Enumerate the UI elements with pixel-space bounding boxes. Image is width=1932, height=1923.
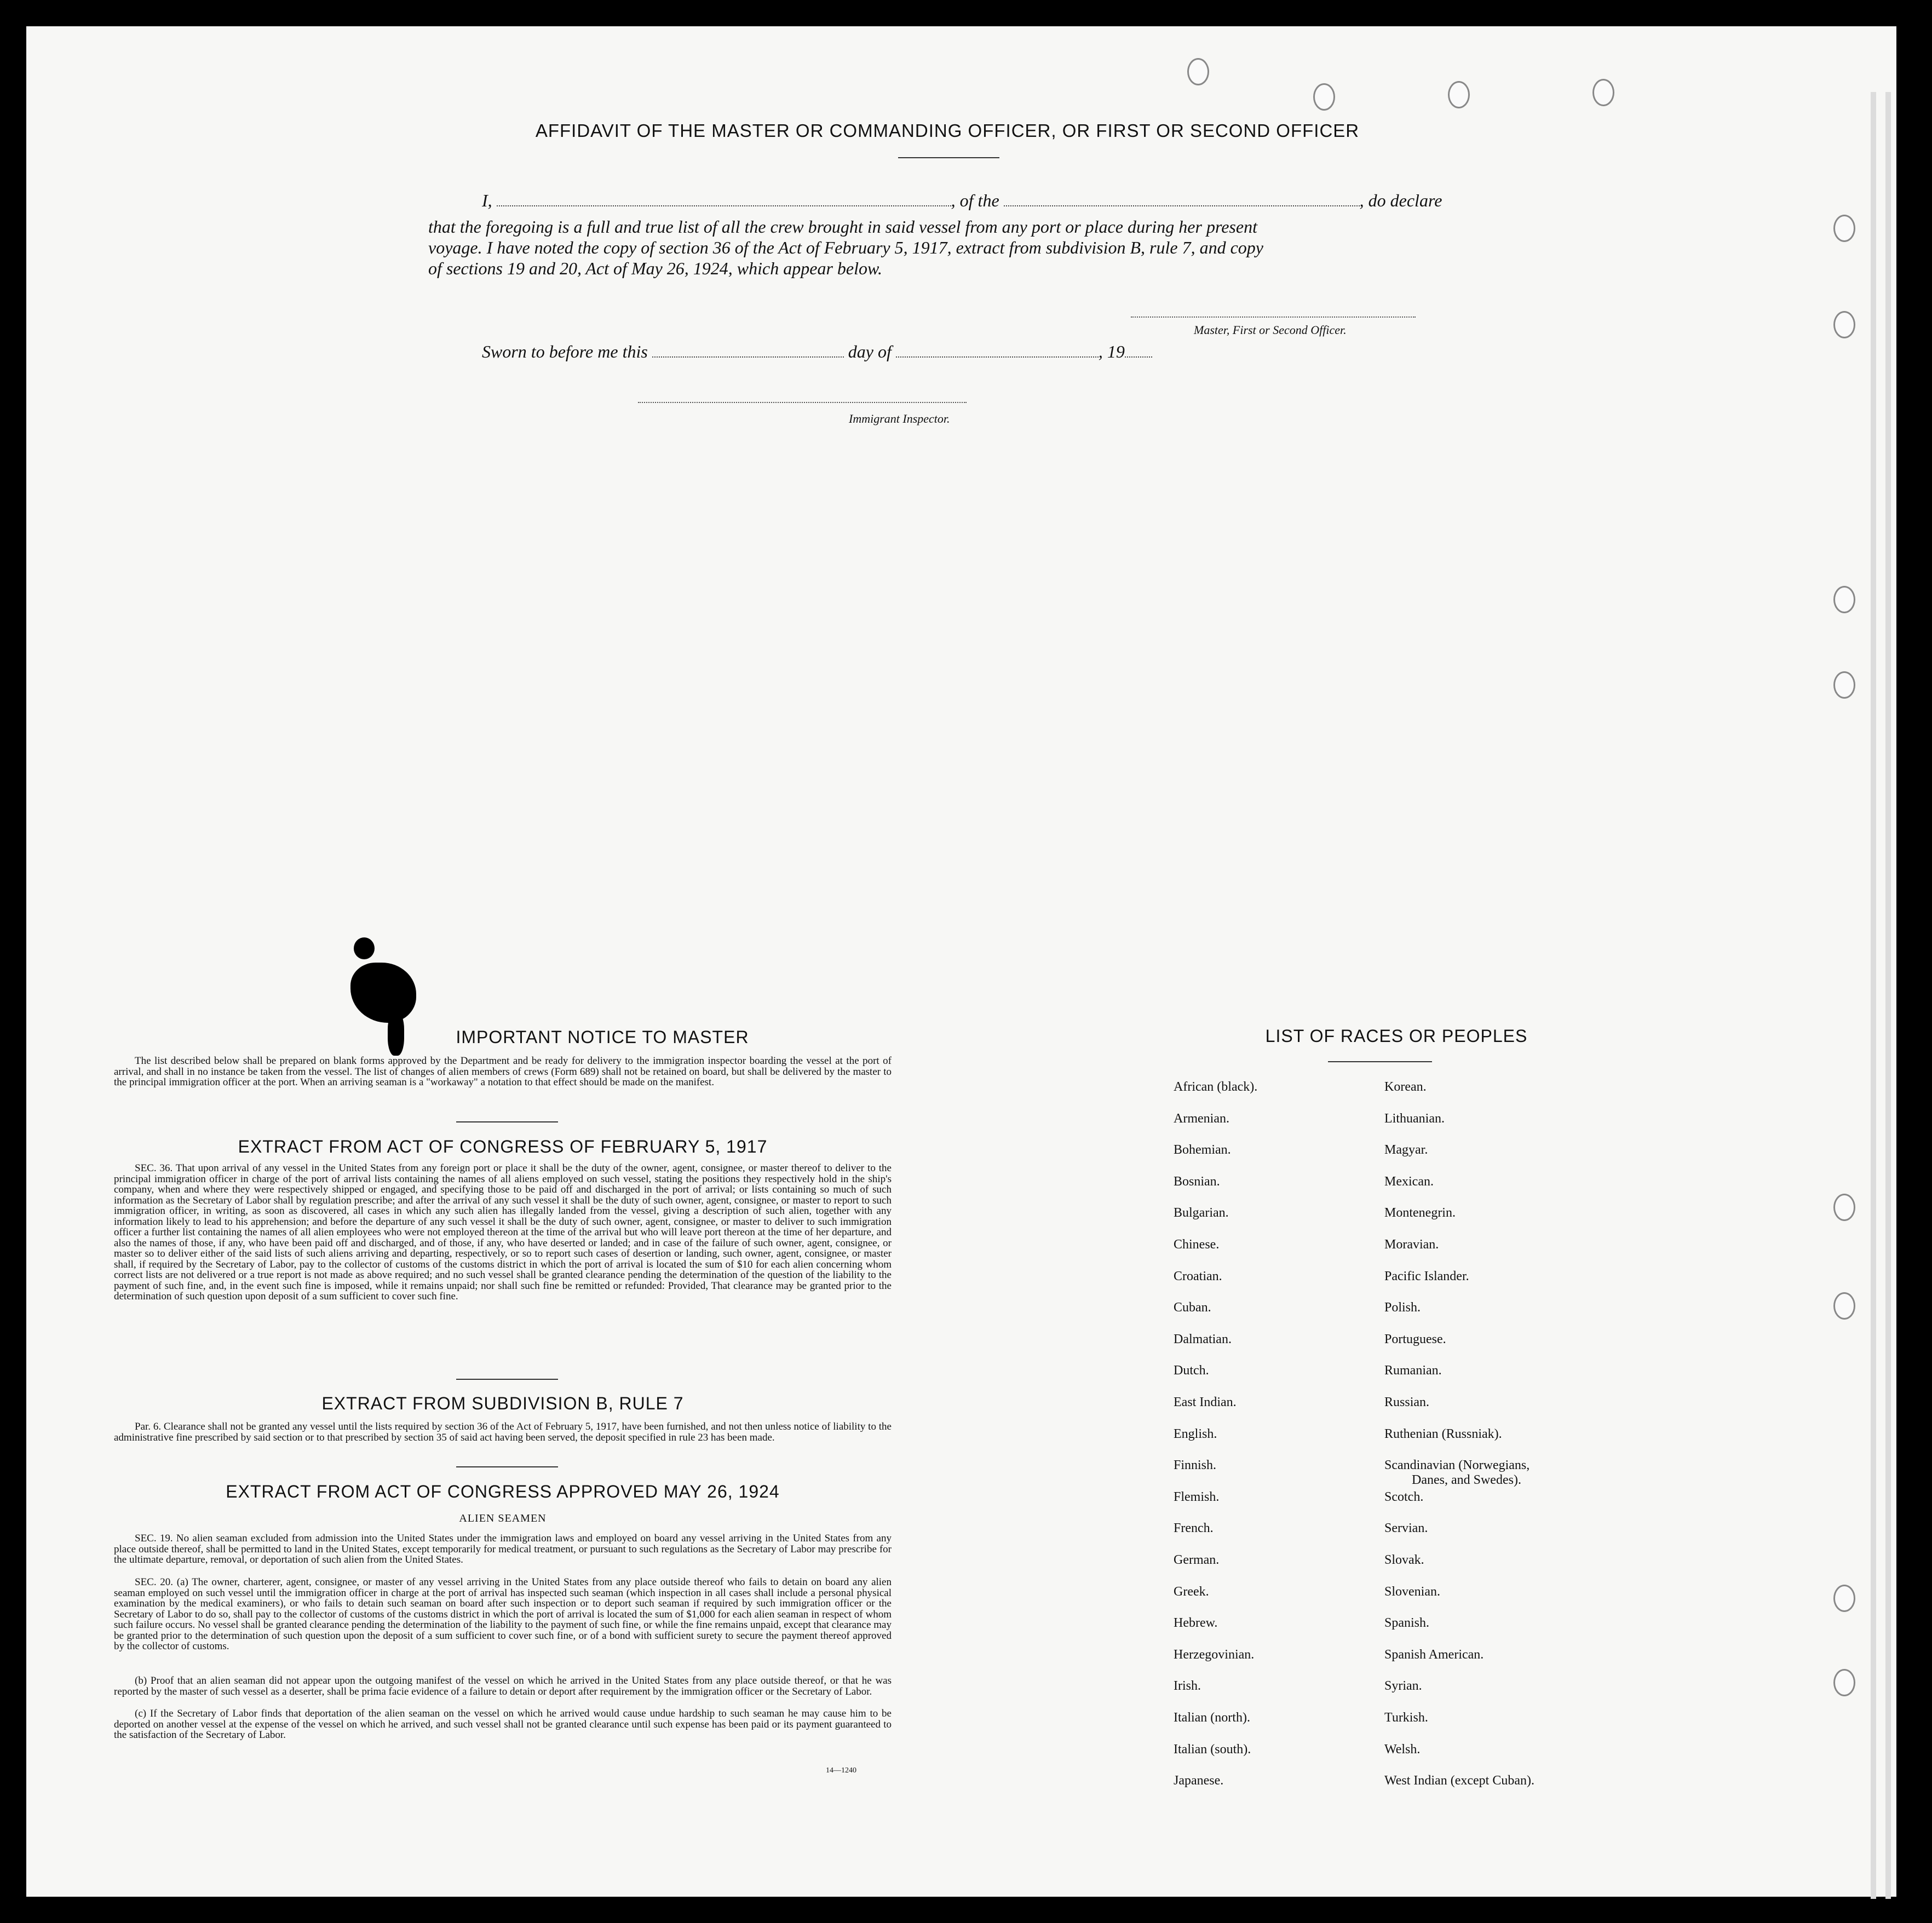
vessel-blank — [1004, 191, 1360, 206]
year-blank — [1125, 342, 1152, 358]
extract-rule7-text: Par. 6. Clearance shall not be granted any vessel until the lists required by section 36 of the Act of February 5, 1917, have been furnished, and not then unless notice of liability to the administrative fine prescribed by said section or to that prescribed by section 35 of said act having been served, the deposit specified in rule 23 has been made. — [114, 1421, 892, 1443]
sec20b-text: (b) Proof that an alien seaman did not appear upon the outgoing manifest of the vessel on which he arrived in the United States from any place outside thereof, or that he was reported by the master of such vessel as a deserter, shall be prima facie evidence of a failure to detain or deport after requirement by the immigration officer or the Secretary of Labor. — [114, 1675, 892, 1697]
of-the-text: , of the — [951, 191, 999, 210]
race-item: Ruthenian (Russniak). — [1384, 1426, 1502, 1441]
year-text: , 19 — [1098, 342, 1125, 361]
race-item: Italian (south). — [1174, 1742, 1251, 1757]
punch-hole — [1833, 311, 1855, 338]
race-item: Japanese. — [1174, 1774, 1224, 1788]
race-item: Chinese. — [1174, 1237, 1220, 1252]
race-item: Rumanian. — [1384, 1363, 1442, 1378]
punch-hole — [1833, 1669, 1855, 1696]
punch-hole — [1187, 58, 1209, 85]
race-item: West Indian (except Cuban). — [1384, 1774, 1534, 1788]
race-item: Dutch. — [1174, 1363, 1209, 1378]
affidavit-text-line1: that the foregoing is a full and true list of all the crew brought in said vessel from any port or place during her present — [428, 217, 1257, 237]
punch-hole — [1592, 79, 1614, 106]
race-item: Russian. — [1384, 1395, 1430, 1409]
divider — [898, 157, 999, 158]
race-item: Scandinavian (Norwegians, — [1384, 1458, 1530, 1473]
sworn-line — [482, 342, 1152, 362]
declaration-line — [482, 191, 1442, 211]
sec19-text: SEC. 19. No alien seaman excluded from admission into the United States under the immigration laws and employed on board any vessel arriving in the United States from any place outside thereof, shall be permitted to land in the United States, except temporarily for medical treatment, or pursuant to such regulations as the Secretary of Labor may prescribe for the ultimate departure, removal, or deportation of such alien from the United States. — [114, 1533, 892, 1565]
sec20a-text: SEC. 20. (a) The owner, charterer, agent, consignee, or master of any vessel arriving in the United States from any place outside thereof who fails to detain on board any alien seaman employed on such vessel until the immigration officer in charge at the port of arrival has inspected such seaman (which inspection in all cases shall include a personal physical examination by the medical examiners), or who fails to detain such seaman on board after such inspection or to deport such seaman if required by such immigration officer or the Secretary of Labor to do so, shall pay to the collector of customs of the customs district in which the port of arrival is located the sum of $1,000 for each alien seaman in respect of whom such failure occurs. No vessel shall be granted clearance pending the determination of the liability to the payment of such fine, or while the fine remains unpaid, except that clearance may be granted prior to the determination of such question upon the deposit of a sum sufficient to cover such fine, or of a bond with sufficient surety to secure the payment thereof approved by the collector of customs. — [114, 1576, 892, 1652]
signature-label: Master, First or Second Officer. — [1194, 323, 1347, 337]
page-edge — [1885, 92, 1891, 1899]
affidavit-text-line3: of sections 19 and 20, Act of May 26, 1924, which appear below. — [428, 258, 882, 278]
race-item: Spanish American. — [1384, 1647, 1484, 1662]
race-item: Turkish. — [1384, 1711, 1428, 1725]
race-item: Herzegovinian. — [1174, 1647, 1255, 1662]
ink-blot — [354, 937, 375, 959]
race-item: Irish. — [1174, 1679, 1201, 1694]
inspector-label: Immigrant Inspector. — [849, 412, 950, 425]
notice-title: IMPORTANT NOTICE TO MASTER — [456, 1027, 749, 1047]
punch-hole — [1833, 1194, 1855, 1221]
ink-blot — [350, 963, 416, 1023]
race-item: Polish. — [1384, 1300, 1421, 1315]
divider — [1328, 1061, 1432, 1062]
race-item: German. — [1174, 1553, 1220, 1567]
extract-1924-title: EXTRACT FROM ACT OF CONGRESS APPROVED MAY 26, 1924 — [226, 1482, 780, 1501]
race-item: Slovenian. — [1384, 1584, 1440, 1599]
race-item: Croatian. — [1174, 1269, 1222, 1283]
race-item: Mexican. — [1384, 1174, 1434, 1189]
do-declare-text: , do declare — [1359, 191, 1442, 210]
race-item: Servian. — [1384, 1521, 1428, 1536]
extract-1917-text: SEC. 36. That upon arrival of any vessel in the United States from any foreign port or place it shall be the duty of the owner, agent, consignee, or master thereof to deliver to the principal immigration officer in charge of the port of arrival lists containing the names of all aliens employed on such vessel, stating the positions they respectively hold in the ship's company, when and where they were respectively shipped or engaged, and specifying those to be paid off and discharged in the port of arrival; or lists containing so much of such information as the Secretary of Labor shall by regulation prescribe; and after the arrival of any such vessel it shall be the duty of such owner, agent, consignee, or master to report to such immigration officer, in writing, as soon as discovered, all cases in which any such alien has illegally landed from the vessel, giving a description of such alien, together with any information likely to lead to his apprehension; and before the departure of any such vessel it shall be the duty of such owner, agent, consignee, or master to deliver to such immigration officer a further list containing the names of all alien employees who were not employed thereon at the time of the arrival but who will leave port thereon at the time of her departure, and also the names of those, if any, who have been paid off and discharged, and of those, if any, who have deserted or landed; and in case of the failure of such owner, agent, consignee, or master so to deliver either of the said lists of such aliens arriving and departing, respectively, or so to report such cases of desertion or landing, such owner, agent, consignee, or master shall, if required by the Secretary of Labor, pay to the collector of customs of the customs district in which the port of arrival is located the sum of $10 for each alien concerning whom correct lists are not delivered or a true report is not made as above required; and no such vessel shall be granted clearance pending the determination of the question of the liability to the payment of such fine, and, in the event such fine is imposed, while it remains unpaid; nor shall such fine be remitted or refunded: Provided, That clearance may be granted prior to the determination of such question upon deposit of a sum sufficient to cover such fine. — [114, 1162, 892, 1302]
race-item: Bosnian. — [1174, 1174, 1220, 1189]
race-item: Flemish. — [1174, 1489, 1220, 1504]
race-item: Greek. — [1174, 1584, 1209, 1599]
race-item: Finnish. — [1174, 1458, 1217, 1473]
race-item: Scotch. — [1384, 1489, 1424, 1504]
race-item: Spanish. — [1384, 1616, 1430, 1631]
race-item: Portuguese. — [1384, 1332, 1446, 1346]
race-item: Pacific Islander. — [1384, 1269, 1469, 1283]
notice-text: The list described below shall be prepared on blank forms approved by the Department and be ready for delivery to the immigration inspector boarding the vessel at the port of arrival, and shall in no instance be taken from the vessel. The list of changes of alien members of crews (Form 689) shall not be retained on board, but shall be delivered by the master to the principal immigration officer at the port. When an arriving seaman is a "workaway" a notation to that effect should be made on the manifest. — [114, 1055, 892, 1088]
race-item: Bulgarian. — [1174, 1206, 1229, 1220]
extract-rule7-title: EXTRACT FROM SUBDIVISION B, RULE 7 — [321, 1394, 684, 1413]
punch-hole — [1313, 83, 1335, 111]
race-item: African (black). — [1174, 1080, 1258, 1094]
race-item: English. — [1174, 1426, 1217, 1441]
punch-hole — [1833, 1292, 1855, 1320]
punch-hole — [1833, 1585, 1855, 1612]
race-item: Welsh. — [1384, 1742, 1421, 1757]
race-item: Moravian. — [1384, 1237, 1439, 1252]
race-item: Korean. — [1384, 1080, 1427, 1094]
day-of-text: day of — [848, 342, 892, 361]
affidavit-text-line2: voyage. I have noted the copy of section 36 of the Act of February 5, 1917, extract from subdivision B, rule 7, and copy — [428, 238, 1263, 257]
race-item: Cuban. — [1174, 1300, 1211, 1315]
race-item: East Indian. — [1174, 1395, 1237, 1409]
race-item: Syrian. — [1384, 1679, 1422, 1694]
divider — [456, 1121, 558, 1122]
race-item: Magyar. — [1384, 1143, 1428, 1158]
name-blank — [497, 191, 951, 206]
signature-line — [1131, 316, 1416, 318]
race-item: Lithuanian. — [1384, 1111, 1445, 1126]
divider — [456, 1466, 558, 1467]
punch-hole — [1833, 215, 1855, 242]
extract-1924-subtitle: ALIEN SEAMEN — [459, 1512, 547, 1524]
race-item: Armenian. — [1174, 1111, 1229, 1126]
punch-hole — [1833, 586, 1855, 613]
race-item: French. — [1174, 1521, 1214, 1536]
inspector-line — [638, 402, 967, 403]
race-item-continued: Danes, and Swedes). — [1412, 1473, 1521, 1488]
month-blank — [896, 342, 1099, 358]
race-item: Dalmatian. — [1174, 1332, 1232, 1346]
race-item: Slovak. — [1384, 1553, 1424, 1567]
race-item: Montenegrin. — [1384, 1206, 1456, 1220]
sworn-text: Sworn to before me this — [482, 342, 648, 361]
word-i: I, — [482, 191, 492, 210]
punch-hole — [1448, 81, 1470, 108]
divider — [456, 1379, 558, 1380]
page-edge — [1871, 92, 1876, 1899]
form-number: 14—1240 — [826, 1766, 856, 1775]
day-blank — [652, 342, 844, 358]
sec20c-text: (c) If the Secretary of Labor finds that deportation of the alien seaman on the vessel on which he arrived would cause undue hardship to such seaman he may cause him to be deported on another vessel at the expense of the vessel on which he arrived, and such vessel shall not be granted clearance until such expense has been paid or its payment guaranteed to the satisfaction of the Secretary of Labor. — [114, 1708, 892, 1741]
race-item: Hebrew. — [1174, 1616, 1218, 1631]
races-title: LIST OF RACES OR PEOPLES — [1265, 1026, 1528, 1046]
race-item: Bohemian. — [1174, 1143, 1231, 1158]
race-item: Italian (north). — [1174, 1711, 1250, 1725]
punch-hole — [1833, 671, 1855, 699]
extract-1917-title: EXTRACT FROM ACT OF CONGRESS OF FEBRUARY 5, 1917 — [238, 1137, 768, 1156]
affidavit-title: AFFIDAVIT OF THE MASTER OR COMMANDING OFFICER, OR FIRST OR SECOND OFFICER — [535, 120, 1360, 141]
